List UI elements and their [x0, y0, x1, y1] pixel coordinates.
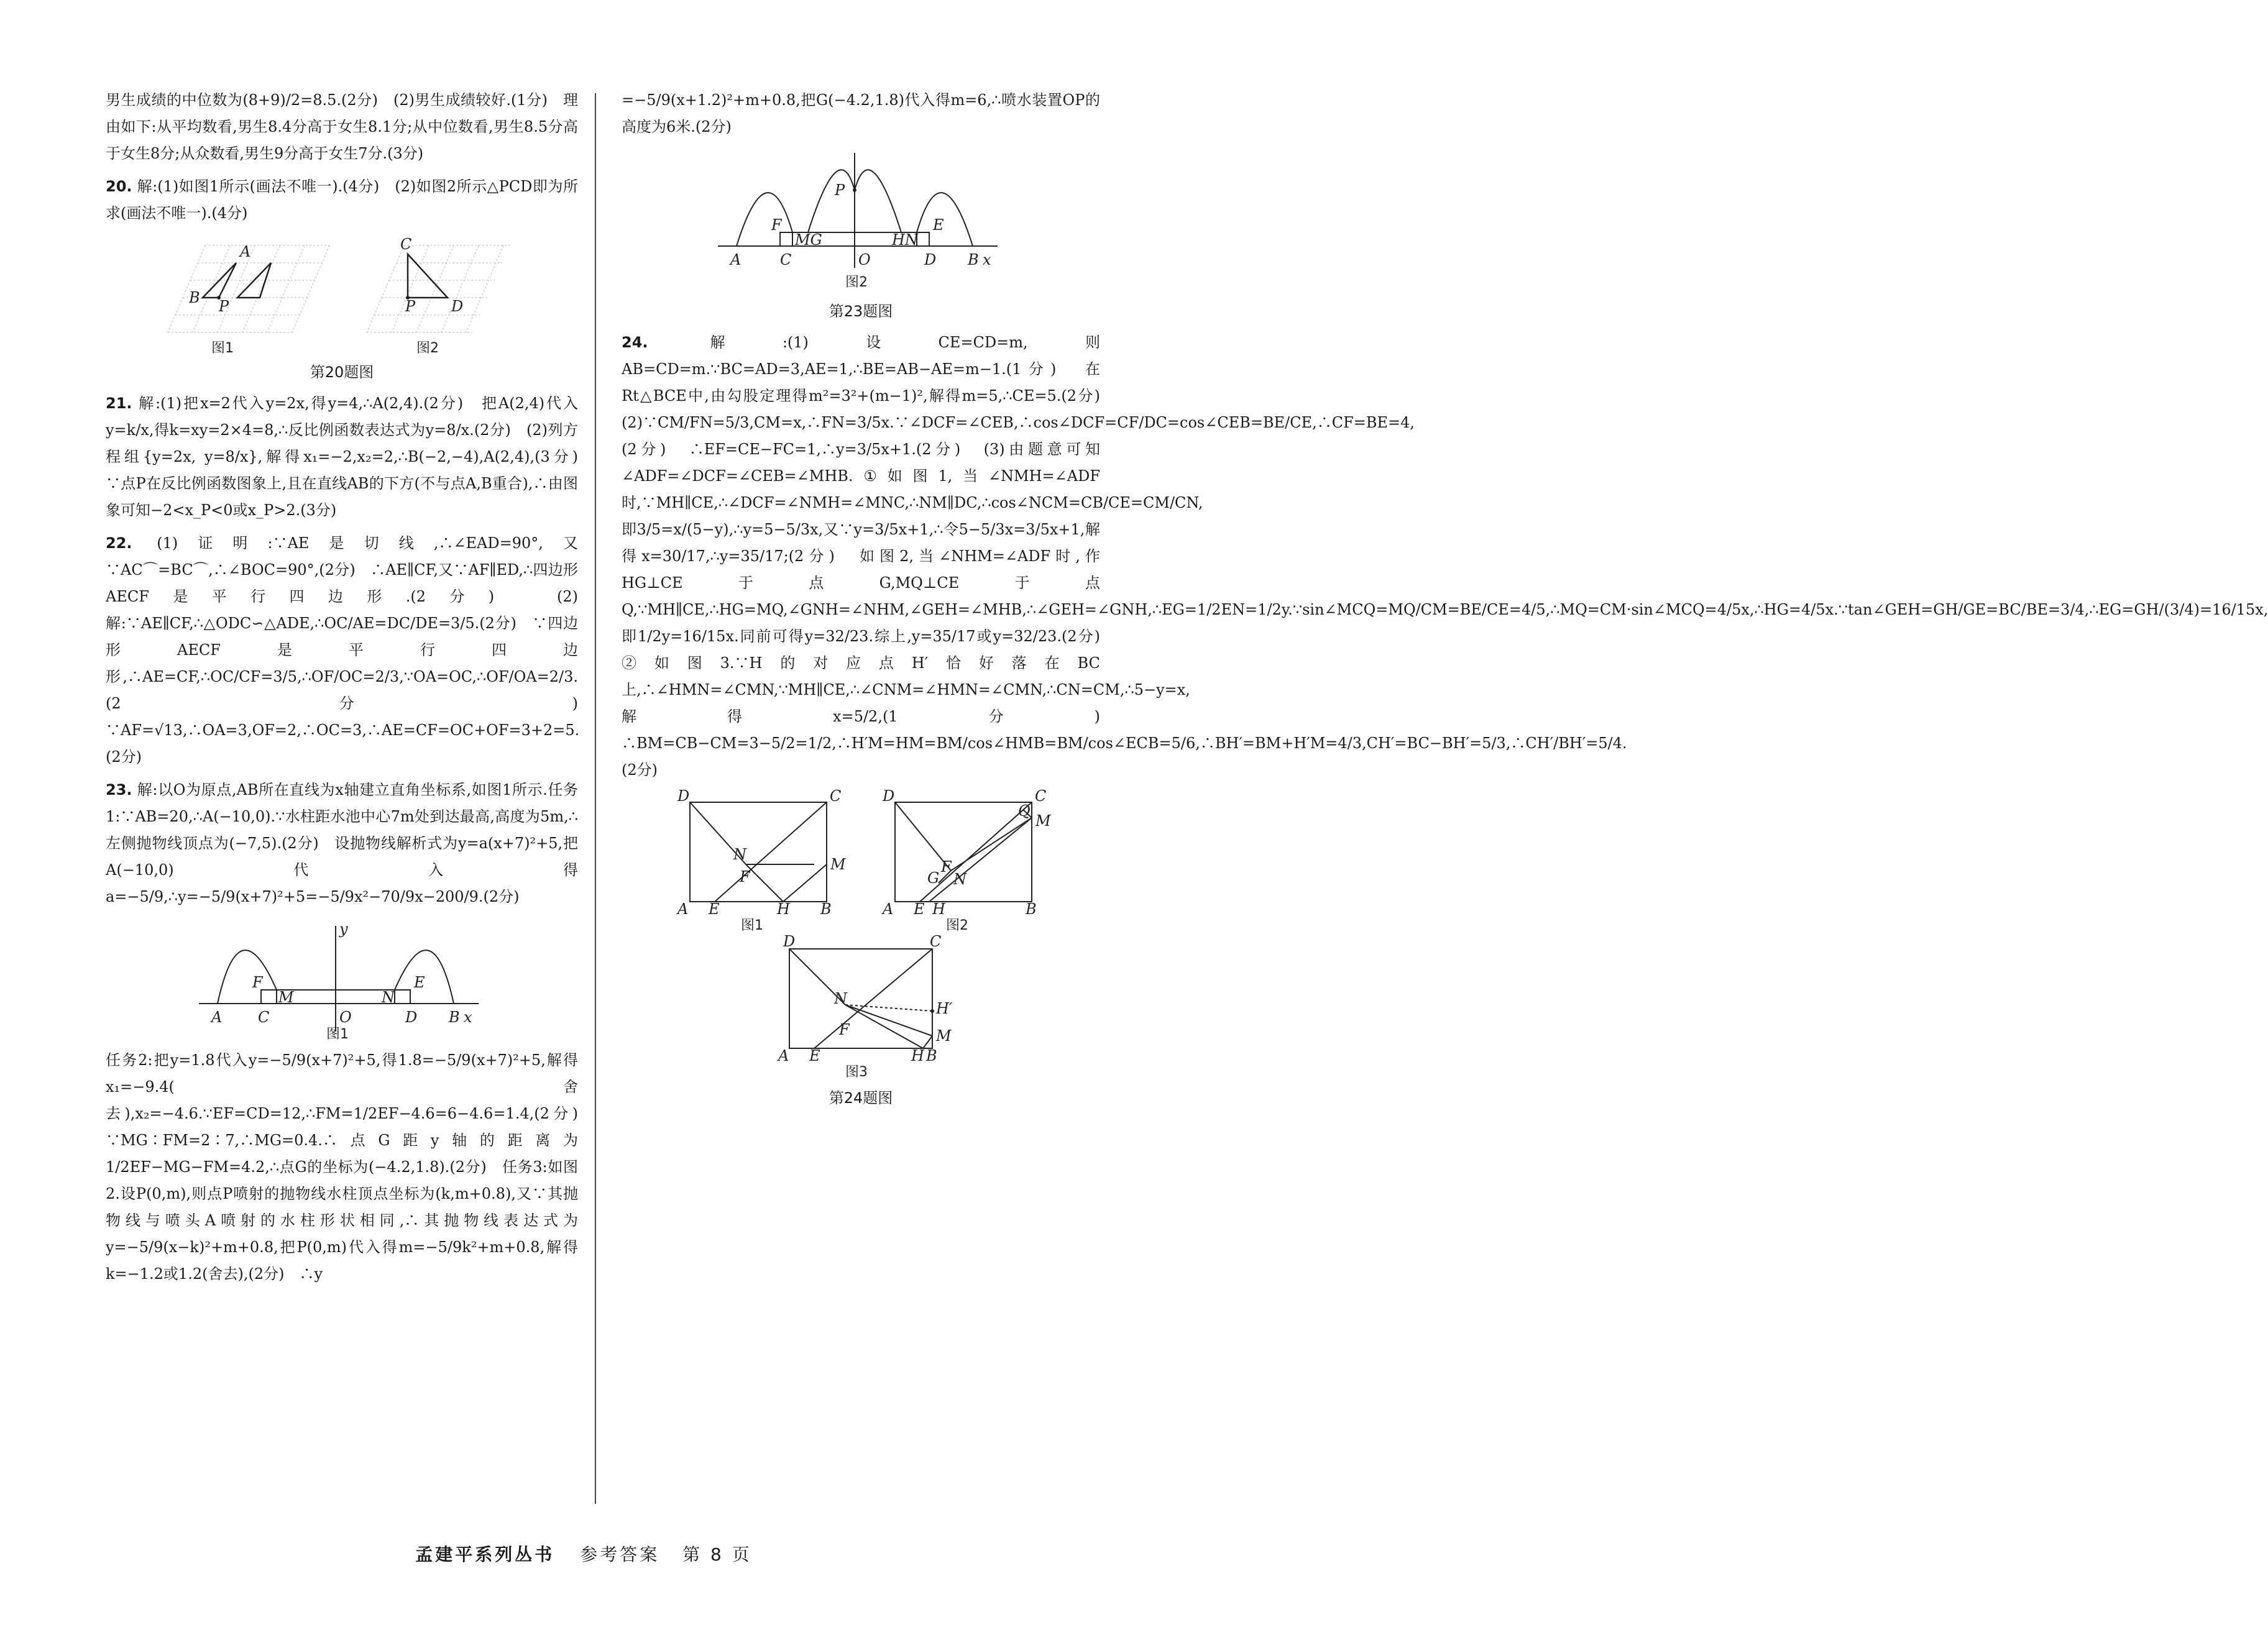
svg-text:M: M: [936, 1027, 952, 1045]
svg-text:E: E: [809, 1047, 820, 1064]
svg-text:N: N: [834, 990, 847, 1007]
q23-figure-1: [193, 917, 491, 1041]
q21-answer: [106, 390, 593, 524]
q23-figure-2: [712, 147, 1010, 293]
svg-text:F: F: [252, 974, 263, 991]
q23-fig2-label: 图2: [845, 275, 868, 290]
q23-number: 23.: [106, 781, 132, 799]
svg-text:HN: HN: [892, 231, 918, 249]
q20-fig2-label: 图2: [416, 341, 439, 356]
q20-answer: [106, 173, 578, 227]
q23-caption: 第23题图: [829, 303, 893, 320]
q22-text: (1)证明:∵AE是切线,∴∠EAD=90°,又∵AC⌒=BC⌒,∴∠BOC=90°,(2分) ∴AE∥CF,又∵AF∥ED,∴四边形AECF是平行四边形.(2分) (2)解:∵AE∥CF,∴△ODC∽△ADE,∴OC/AE=DC/DE=3/5.(2分) ∵四边形AECF是平行四边形,∴AE=CF,∴OC/CF=3/5,∴OF/OC=2/3,∵OA=OC,∴OF/OA=2/3.(2分) ∵AF=√13,∴OA=3,OF=2,∴OC=3,∴AE=CF=OC+OF=3+2=5.(2分): [106, 534, 593, 766]
svg-text:E: E: [914, 900, 925, 918]
svg-text:A: A: [211, 1009, 223, 1026]
svg-text:B: B: [968, 251, 979, 268]
svg-text:M: M: [1035, 812, 1051, 830]
svg-text:A: A: [883, 900, 894, 918]
svg-text:D: D: [677, 787, 690, 805]
q24-fig1-label: 图1: [741, 918, 763, 933]
svg-text:A: A: [730, 251, 741, 268]
svg-text:F: F: [771, 216, 782, 234]
q23-answer-part3: =−5/9(x+1.2)²+m+0.8,把G(−4.2,1.8)代入得m=6,∴喷水装置OP的高度为6米.(2分): [622, 91, 1100, 135]
svg-text:E: E: [414, 974, 425, 991]
q23-text-1: 解:以O为原点,AB所在直线为x轴建立直角坐标系,如图1所示.任务1:∵AB=20,∴A(−10,0).∵水柱距水池中心7m处到达最高,高度为5m,∴左侧抛物线顶点为(−7,5).(2分) 设抛物线解析式为y=a(x+7)²+5,把A(−10,0)代入得a=−5/9,∴y=−5/9(x+7)²+5=−5/9x²−70/9x−200/9.(2分): [106, 781, 578, 905]
q24-figures-row1: [622, 787, 1100, 933]
svg-text:P: P: [219, 298, 229, 315]
svg-text:C: C: [400, 236, 412, 253]
svg-text:C: C: [258, 1009, 270, 1026]
q20-figures: [106, 233, 578, 357]
svg-text:D: D: [924, 251, 937, 268]
svg-text:A: A: [240, 243, 251, 260]
svg-text:N: N: [733, 846, 746, 863]
svg-text:P: P: [405, 298, 416, 315]
svg-text:F: F: [740, 868, 750, 886]
svg-text:A: A: [677, 900, 689, 918]
q21-text: 解:(1)把x=2代入y=2x,得y=4,∴A(2,4).(2分) 把A(2,4)代入y=k/x,得k=xy=2×4=8,∴反比例函数表达式为y=8/x.(2分) (2)列方程组{y=2x, y=8/x},解得x₁=−2,x₂=2,∴B(−2,−4),A(2,4),(3分) ∵点P在反比例函数图象上,且在直线AB的下方(不与点A,B重合),∴由图象可知−2<x_P<0或x_P>2.(3分): [106, 395, 593, 519]
svg-text:y: y: [339, 920, 348, 938]
grid: [367, 245, 510, 332]
svg-text:E: E: [709, 900, 720, 918]
triangle-pcd: [408, 254, 448, 298]
page-number: 第 8 页: [682, 1544, 752, 1565]
svg-text:G: G: [927, 869, 940, 887]
svg-text:O: O: [339, 1009, 352, 1026]
svg-text:C: C: [930, 933, 942, 950]
q20-text: 解:(1)如图1所示(画法不唯一).(4分) (2)如图2所示△PCD即为所求(画法不唯一).(4分): [106, 178, 578, 222]
q20-figure-2: [367, 233, 516, 357]
q24-text: 解:(1)设CE=CD=m,则AB=CD=m.∵BC=AD=3,AE=1,∴BE=AB−AE=m−1.(1分) 在Rt△BCE中,由勾股定理得m²=3²+(m−1)²,解得m=5,∴CE=5.(2分) (2)∵CM/FN=5/3,CM=x,∴FN=3/5x.∵∠DCF=∠CEB,∴cos∠DCF=CF/DC=cos∠CEB=BE/CE,∴CF=BE=4,(2分) ∴EF=CE−FC=1,∴y=3/5x+1.(2分) (3)由题意可知∠ADF=∠DCF=∠CEB=∠MHB.①如图1,当∠NMH=∠ADF时,∵MH∥CE,∴∠DCF=∠NMH=∠MNC,∴NM∥DC,∴cos∠NCM=CB/CE=CM/CN,即3/5=x/(5−y),∴y=5−5/3x,又∵y=3/5x+1,∴令5−5/3x=3/5x+1,解得x=30/17,∴y=35/17;(2分) 如图2,当∠NHM=∠ADF时,作HG⊥CE于点G,MQ⊥CE于点Q,∵MH∥CE,∴HG=MQ,∠GNH=∠NHM,∠GEH=∠MHB,∴∠GEH=∠GNH,∴EG=1/2EN=1/2y.∵sin∠MCQ=MQ/CM=BE/CE=4/5,∴MQ=CM·sin∠MCQ=4/5x,∴HG=4/5x.∵tan∠GEH=GH/GE=BC/BE=3/4,∴EG=GH/(3/4)=16/15x,即1/2y=16/15x.同前可得y=32/23.综上,y=35/17或y=32/23.(2分) ②如图3.∵H的对应点H′恰好落在BC上,∴∠HMN=∠CMN,∵MH∥CE,∴∠CNM=∠HMN=∠CMN,∴CN=CM,∴5−y=x,解得x=5/2,(1分) ∴BM=CB−CM=3−5/2=1/2,∴H′M=HM=BM/cos∠HMB=BM/cos∠ECB=5/6,∴BH′=BM+H′M=4/3,CH′=BC−BH′=5/3,∴CH′/BH′=5/4.(2分): [622, 334, 2268, 779]
q23-answer-part2: 任务2:把y=1.8代入y=−5/9(x+7)²+5,得1.8=−5/9(x+7)²+5,解得x₁=−9.4(舍去),x₂=−4.6.∵EF=CD=12,∴FM=1/2EF−4.6=6−4.6=1.4,(2分) ∵MG∶FM=2∶7,∴MG=0.4.∴点G距y轴的距离为1/2EF−MG−FM=4.2,∴点G的坐标为(−4.2,1.8).(2分) 任务3:如图2.设P(0,m),则点P喷射的抛物线水柱顶点坐标为(k,m+0.8),又∵其抛物线与喷头A喷射的水柱形状相同,∴其抛物线表达式为y=−5/9(x−k)²+m+0.8,把P(0,m)代入得m=−5/9k²+m+0.8,解得k=−1.2或1.2(舍去),(2分) ∴y: [106, 1051, 593, 1283]
svg-text:E: E: [933, 216, 944, 234]
svg-text:B: B: [820, 900, 832, 918]
svg-text:Q: Q: [1018, 802, 1031, 820]
q22-number: 22.: [106, 534, 132, 552]
svg-text:C: C: [830, 787, 842, 805]
q22-answer: [106, 530, 593, 771]
rectangle-abcd: [690, 802, 827, 902]
left-parabola: [218, 950, 277, 1004]
q24-figure-1: [671, 787, 846, 933]
svg-text:F: F: [839, 1021, 850, 1038]
svg-text:F: F: [941, 858, 952, 876]
svg-text:MG: MG: [795, 231, 822, 249]
q21-number: 21.: [106, 395, 132, 412]
q20-caption: 第20题图: [310, 364, 374, 381]
q24-answer: [622, 329, 2268, 784]
svg-text:M: M: [278, 989, 294, 1006]
q23-fig1-label: 图1: [326, 1027, 349, 1042]
q20-fig1-label: 图1: [211, 341, 234, 356]
column-divider: [595, 93, 596, 1504]
svg-text:B: B: [1026, 900, 1037, 918]
svg-text:D: D: [451, 298, 464, 315]
svg-text:x: x: [983, 251, 991, 268]
svg-text:H: H: [911, 1047, 924, 1064]
svg-text:N: N: [953, 871, 966, 888]
svg-text:B: B: [189, 289, 200, 306]
svg-text:A: A: [778, 1047, 789, 1064]
right-column: [622, 87, 2268, 1116]
footer-title: 参考答案: [580, 1544, 660, 1565]
q24-caption: 第24题图: [829, 1089, 893, 1107]
q24-figure-2: [876, 787, 1051, 933]
series-name: 孟建平系列丛书: [415, 1544, 555, 1565]
q24-figure-3: [758, 933, 963, 1080]
rectangle-abcd: [789, 949, 932, 1048]
svg-text:C: C: [780, 251, 792, 268]
left-parabola: [737, 193, 792, 246]
q19-tail: 男生成绩的中位数为(8+9)/2=8.5.(2分) (2)男生成绩较好.(1分) 理由如下:从平均数看,男生8.4分高于女生8.1分;从中位数看,男生8.5分高于女生8分;从众数看,男生9分高于女生7分.(3分): [106, 91, 578, 162]
q24-fig2-label: 图2: [946, 918, 968, 933]
svg-text:D: D: [783, 933, 796, 950]
svg-text:D: D: [405, 1009, 418, 1026]
q20-number: 20.: [106, 178, 132, 195]
svg-text:B: B: [926, 1047, 937, 1064]
q23-answer-part1: [106, 777, 578, 910]
svg-text:C: C: [1035, 787, 1047, 805]
svg-text:D: D: [883, 787, 895, 805]
svg-text:O: O: [858, 251, 871, 268]
svg-text:M: M: [830, 856, 846, 873]
left-column: [106, 87, 593, 1294]
svg-text:B: B: [449, 1009, 460, 1026]
q24-number: 24.: [622, 334, 648, 351]
svg-text:H′: H′: [936, 1000, 953, 1017]
q20-figure-1: [168, 233, 336, 357]
svg-text:P: P: [835, 181, 845, 199]
q24-fig3-label: 图3: [845, 1064, 868, 1080]
svg-text:H: H: [777, 900, 790, 918]
svg-text:N: N: [382, 989, 395, 1006]
triangle-pab: [203, 263, 236, 298]
page-footer: [0, 1541, 1167, 1566]
right-parabola: [917, 193, 973, 246]
svg-text:H: H: [932, 900, 945, 918]
svg-text:x: x: [464, 1009, 472, 1026]
